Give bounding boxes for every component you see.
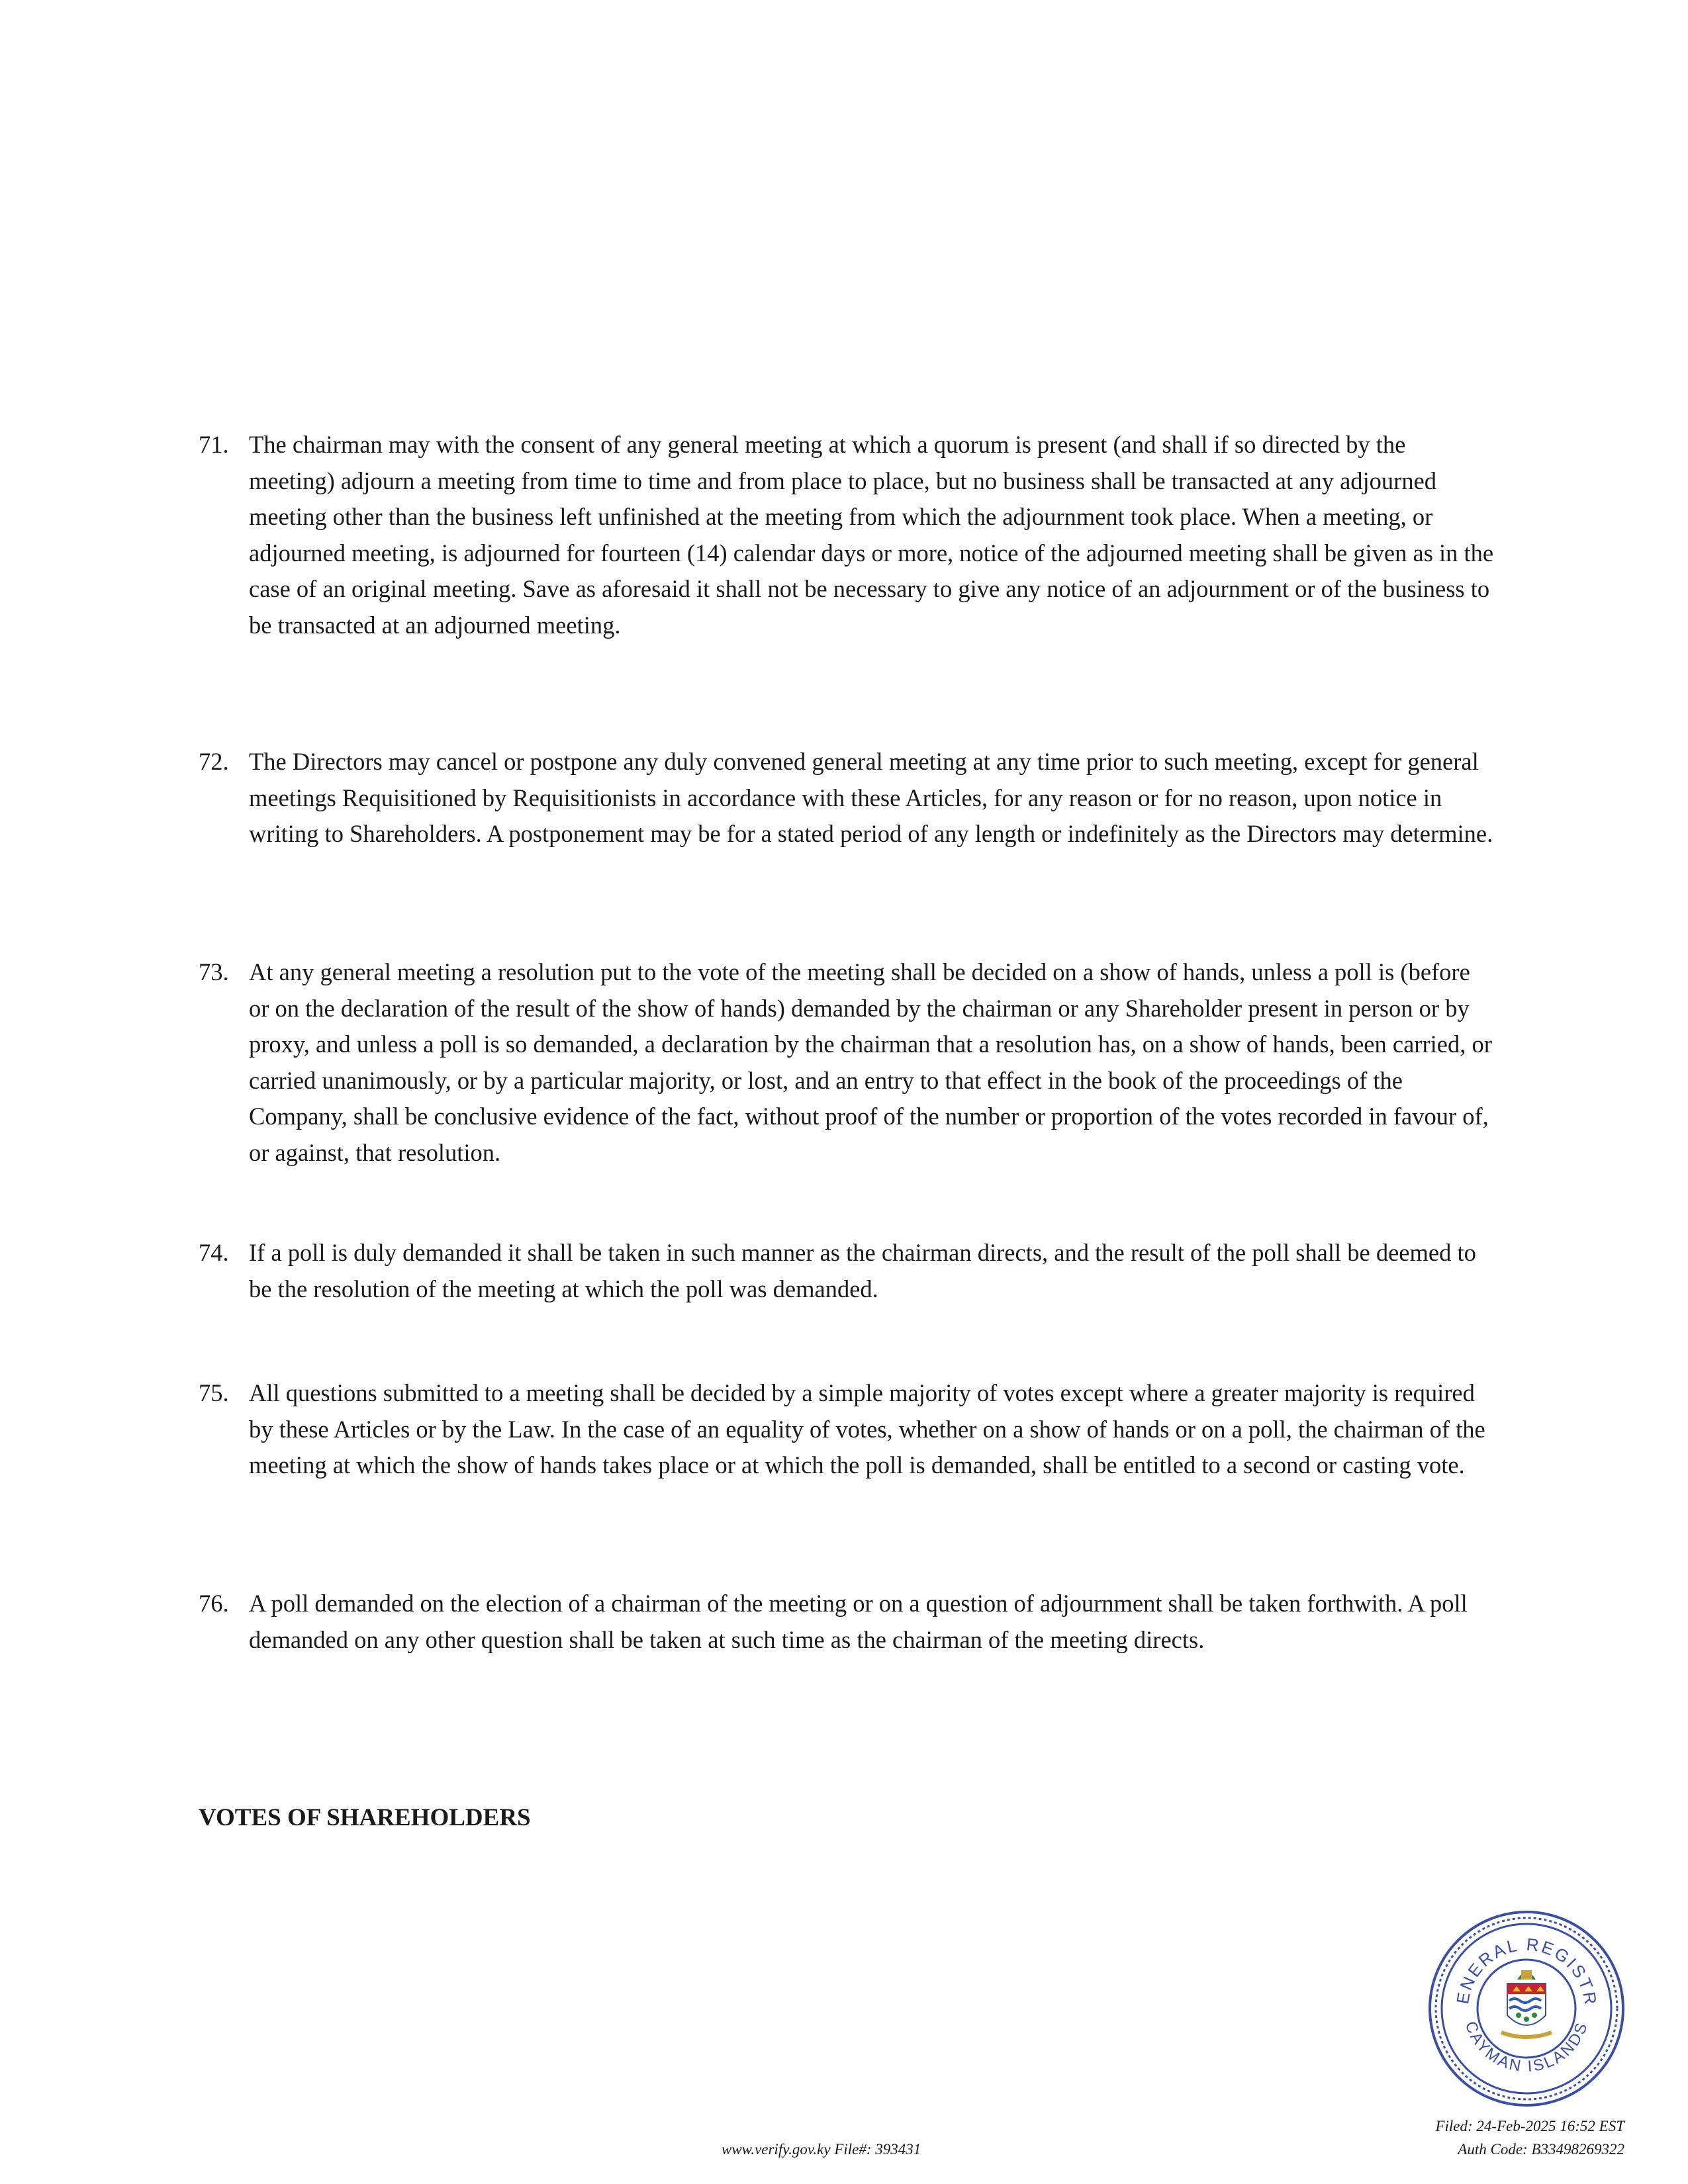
clause-number: 75. [199, 1379, 229, 1406]
clause-71 [199, 427, 1496, 643]
filing-stamp [1435, 2115, 1624, 2161]
clause-text: At any general meeting a resolution put to the vote of the meeting shall be decided on a show of hands, unless a poll is (before or on the declaration of the result of the show of hands) demanded by the chairman or any Shareholder present in person or by proxy, and unless a poll is so demanded, a declaration by the chairman that a resolution has, on a show of hands, been carried, or carried unanimously, or by a particular majority, or lost, and an entry to that effect in the book of the proceedings of the Company, shall be conclusive evidence of the fact, without proof of the number or proportion of the votes recorded in favour of, or against, that resolution. [249, 958, 1492, 1166]
filed-date: Filed: 24-Feb-2025 16:52 EST [1435, 2118, 1624, 2134]
general-registry-seal [1427, 1909, 1626, 2108]
clause-73 [199, 954, 1496, 1171]
clause-text: The chairman may with the consent of any general meeting at which a quorum is present (and shall if so directed by the meeting) adjourn a meeting from time to time and from place to place, but no business shall be transacted at any adjourned meeting other than the business left unfinished at the meeting from which the adjournment took place. When a meeting, or adjourned meeting, is adjourned for fourteen (14) calendar days or more, notice of the adjourned meeting shall be given as in the case of an original meeting. Save as aforesaid it shall not be necessary to give any notice of an adjournment or of the business to be transacted at an adjourned meeting. [249, 431, 1494, 639]
svg-text:CAYMAN ISLANDS: CAYMAN ISLANDS [1461, 2019, 1592, 2076]
auth-code: Auth Code: B33498269322 [1458, 2141, 1624, 2158]
clause-number: 72. [199, 748, 229, 775]
clause-number: 73. [199, 958, 229, 985]
clause-text: If a poll is duly demanded it shall be taken in such manner as the chairman directs, and the result of the poll shall be deemed to be the resolution of the meeting at which the poll was demanded. [249, 1239, 1476, 1302]
footer-file-reference: www.verify.gov.ky File#: 393431 [722, 2141, 921, 2158]
clause-72 [199, 744, 1496, 852]
svg-text:GENERAL REGISTRY: ENERAL REGISTR [1452, 1934, 1601, 2008]
section-heading: VOTES OF SHAREHOLDERS [199, 1804, 531, 1831]
clause-number: 76. [199, 1590, 229, 1617]
clause-number: 74. [199, 1239, 229, 1266]
clause-74 [199, 1235, 1496, 1307]
clause-text: All questions submitted to a meeting shall be decided by a simple majority of votes except where a greater majority is required by these Articles or by the Law. In the case of an equality of votes, whether on a show of hands or on a poll, the chairman of the meeting at which the show of hands takes place or at which the poll is demanded, shall be entitled to a second or casting vote. [249, 1379, 1485, 1479]
clause-75 [199, 1375, 1496, 1484]
clause-76 [199, 1586, 1496, 1658]
clause-text: The Directors may cancel or postpone any duly convened general meeting at any time prior to such meeting, except for general meetings Requisitioned by Requisitionists in accordance with these Articles, for any reason or for no reason, upon notice in writing to Shareholders. A postponement may be for a stated period of any length or indefinitely as the Directors may determine. [249, 748, 1493, 847]
clause-number: 71. [199, 431, 229, 458]
clause-text: A poll demanded on the election of a chairman of the meeting or on a question of adjournment shall be taken forthwith. A poll demanded on any other question shall be taken at such time as the chairman of the meeting directs. [249, 1590, 1468, 1653]
seal-icon [1427, 1909, 1626, 2108]
